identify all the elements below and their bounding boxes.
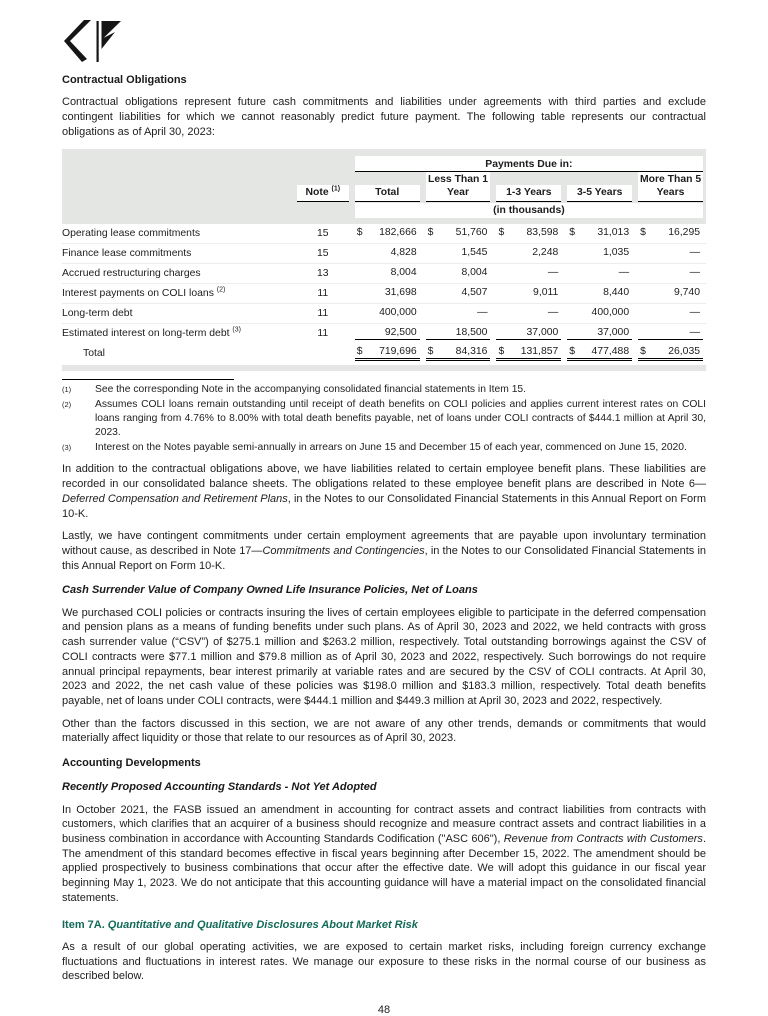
money-cell: $ 16,295: [640, 227, 700, 239]
footnote-1: [62, 383, 706, 397]
col-header-1-3-years: 1-3 Years: [496, 185, 561, 202]
money-cell: 18,500: [426, 327, 491, 340]
note-cell: 11: [294, 303, 352, 323]
money-cell: —: [547, 307, 559, 319]
money-cell: —: [689, 247, 700, 259]
money-cell: 37,000: [496, 327, 561, 340]
footnote-text: See the corresponding Note in the accompanying consolidated financial statements in Item 15.: [95, 383, 527, 395]
table-row-estimated-interest: [62, 323, 706, 343]
money-cell: 9,011: [533, 287, 559, 299]
money-cell: $ 83,598: [498, 227, 559, 239]
col-header-total: Total: [355, 185, 420, 202]
heading-accounting-developments: Accounting Developments: [62, 757, 201, 770]
table-row-total: [62, 343, 706, 365]
col-header-3-5-years: 3-5 Years: [567, 185, 632, 202]
table-group-header-row: [62, 154, 706, 172]
row-label: Estimated interest on long-term debt $^{(3)}$: [62, 323, 294, 343]
heading-recently-proposed-standards: Recently Proposed Accounting Standards - Not Yet Adopted: [62, 781, 377, 794]
footnote-marker: (2): [62, 399, 72, 409]
note-cell: 11: [294, 323, 352, 343]
money-cell: —: [689, 307, 700, 319]
money-cell: $ 51,760: [427, 227, 488, 239]
note-cell: 15: [294, 243, 352, 263]
footnote-text: Assumes COLI loans remain outstanding until receipt of death benefits on COLI policies and applies current interest rates on COLI loans ranging from 4.76% to 8.00% with total death benefits payable, net of loans under COLI contracts of $444.1 million at April 30, 2023.: [95, 398, 706, 438]
row-label: Long-term debt: [62, 303, 294, 323]
footnote-marker: (1): [62, 384, 72, 394]
row-label: Finance lease commitments: [62, 243, 294, 263]
money-cell: 31,698: [384, 287, 417, 299]
paragraph-market-risk: As a result of our global operating activities, we are exposed to certain market risks, including foreign currency exchange fluctuations and fluctuations in interest rates. We manage our exposure to these risks in the normal course of our business as described below.: [62, 940, 706, 983]
table-row-finance-lease: [62, 243, 706, 263]
money-cell: —: [547, 267, 559, 279]
footnote-marker: (3): [62, 442, 72, 452]
table-row-coli-interest: [62, 283, 706, 303]
row-label: Operating lease commitments: [62, 224, 294, 244]
table-row-accrued-restructuring: [62, 263, 706, 283]
paragraph-contingent-commitments: Lastly, we have contingent commitments under certain employment agreements that are payable upon involuntary termination without cause, as described in Note 17—Commitments and Contingencies, in the Notes to our Consolidated Financial Statements in this Annual Report on Form 10-K.: [62, 530, 707, 572]
paragraph-fasb-amendment: In October 2021, the FASB issued an amendment in accounting for contract assets and contract liabilities from contracts with customers, which clarifies that an acquirer of a business should recognize and measure contract assets and contract liabilities in a business combination in accordance with Accounting Standards Codification ("ASC 606"), Revenue from Contracts with Customers. The amendment of this standard becomes effective in fiscal years beginning after December 15, 2022. The amendment should be applied prospectively to business combinations that occur after the effective date. We will adopt this guidance in our fiscal year beginning May 1, 2023. We do not anticipate that this accounting guidance will have a material impact on the consolidated financial statements.: [62, 803, 706, 904]
paragraph-benefit-plans: In addition to the contractual obligations above, we have liabilities related to certain employee benefit plans. These liabilities are recorded in our consolidated balance sheets. The obligations related to these employee benefit plans are described in Note 6—Deferred Compensation and Retirement Plans, in the Notes to our Consolidated Financial Statements in this Annual Report on Form 10-K.: [62, 463, 706, 520]
korn-ferry-logo-icon: [64, 20, 122, 63]
money-cell: $ 26,035: [638, 346, 703, 361]
money-cell: 1,035: [603, 247, 630, 259]
money-cell: $ 31,013: [569, 227, 630, 239]
money-cell: —: [638, 327, 703, 340]
money-cell: $ 84,316: [426, 346, 491, 361]
money-cell: 92,500: [355, 327, 420, 340]
money-cell: 8,440: [603, 287, 630, 299]
money-cell: $ 477,488: [567, 346, 632, 361]
paragraph-contractual-intro: Contractual obligations represent future cash commitments and liabilities under agreements with third parties and exclude contingent liabilities for which we cannot reasonably predict future payment. The following table represents our contractual obligations as of April 30, 2023:: [62, 96, 706, 138]
note-cell: 13: [294, 263, 352, 283]
money-cell: $ 131,857: [496, 346, 561, 361]
money-cell: —: [689, 267, 700, 279]
row-label: Interest payments on COLI loans $^{(2)}$: [62, 283, 294, 303]
table-column-header-row: [62, 172, 706, 202]
money-cell: 2,248: [532, 247, 559, 259]
heading-contractual-obligations: Contractual Obligations: [62, 74, 187, 86]
page-number: 48: [377, 1003, 391, 1016]
contractual-obligations-table: [62, 149, 706, 371]
money-cell: 4,507: [461, 287, 488, 299]
table-row-operating-lease: [62, 224, 706, 244]
money-cell: 37,000: [567, 327, 632, 340]
heading-cash-surrender-value: Cash Surrender Value of Company Owned Life Insurance Policies, Net of Loans: [62, 584, 478, 597]
money-cell: 8,004: [461, 267, 488, 279]
money-cell: 400,000: [379, 307, 417, 319]
money-cell: 400,000: [591, 307, 630, 319]
money-cell: $ 719,696: [355, 346, 420, 361]
money-cell: 8,004: [390, 267, 417, 279]
units-label: (in thousands): [355, 203, 703, 218]
note-cell: 15: [294, 224, 352, 244]
money-cell: 1,545: [461, 247, 488, 259]
footnote-3: [62, 441, 706, 455]
money-cell: 4,828: [390, 247, 417, 259]
paragraph-other-factors: Other than the factors discussed in this section, we are not aware of any other trends, demands or commitments that would materially affect liquidity or those that relate to our resources as of April 30, 2023.: [62, 717, 706, 745]
col-header-note: Note $^{(1)}$: [297, 185, 349, 202]
footnotes: [62, 383, 706, 455]
table-units-row: [62, 202, 706, 219]
footnote-divider: [62, 379, 234, 380]
money-cell: $ 182,666: [356, 227, 417, 239]
col-header-more-than-5-years: More Than 5 Years: [638, 172, 703, 202]
footnote-2: [62, 398, 706, 440]
footnote-text: Interest on the Notes payable semi-annually in arrears on June 15 and December 15 of each year, commenced on June 15, 2020.: [95, 441, 687, 453]
note-cell: 11: [294, 283, 352, 303]
money-cell: —: [477, 307, 488, 319]
col-header-less-than-1-year: Less Than 1 Year: [426, 172, 491, 202]
row-label: Accrued restructuring charges: [62, 263, 294, 283]
group-header-payments-due: Payments Due in:: [355, 156, 703, 172]
table-row-long-term-debt: [62, 303, 706, 323]
paragraph-coli-policies: We purchased COLI policies or contracts insuring the lives of certain employees eligible to participate in the deferred compensation and pension plans as a means of funding benefits under such plans. As of April 30, 2023 and 2022, we held contracts with gross cash surrender value (“CSV”) of $275.1 million and $263.2 million, respectively. Total outstanding borrowings against the CSV of COLI contracts were $77.1 million and $79.8 million as of April 30, 2023 and 2022, respectively. Such borrowings do not require annual principal repayments, bear interest primarily at variable rates and are secured by the CSV of COLI contracts. At April 30, 2023 and 2022, the net cash value of these policies was $198.0 million and $183.3 million, respectively. Total death benefits payable, net of loans under COLI contracts, were $444.1 million and $449.3 million at April 30, 2023 and 2022, respectively.: [62, 606, 706, 707]
money-cell: 9,740: [673, 287, 700, 299]
total-label: Total: [62, 343, 294, 365]
heading-item-7a: Item 7A. Quantitative and Qualitative Disclosures About Market Risk: [62, 918, 418, 931]
money-cell: —: [618, 267, 630, 279]
